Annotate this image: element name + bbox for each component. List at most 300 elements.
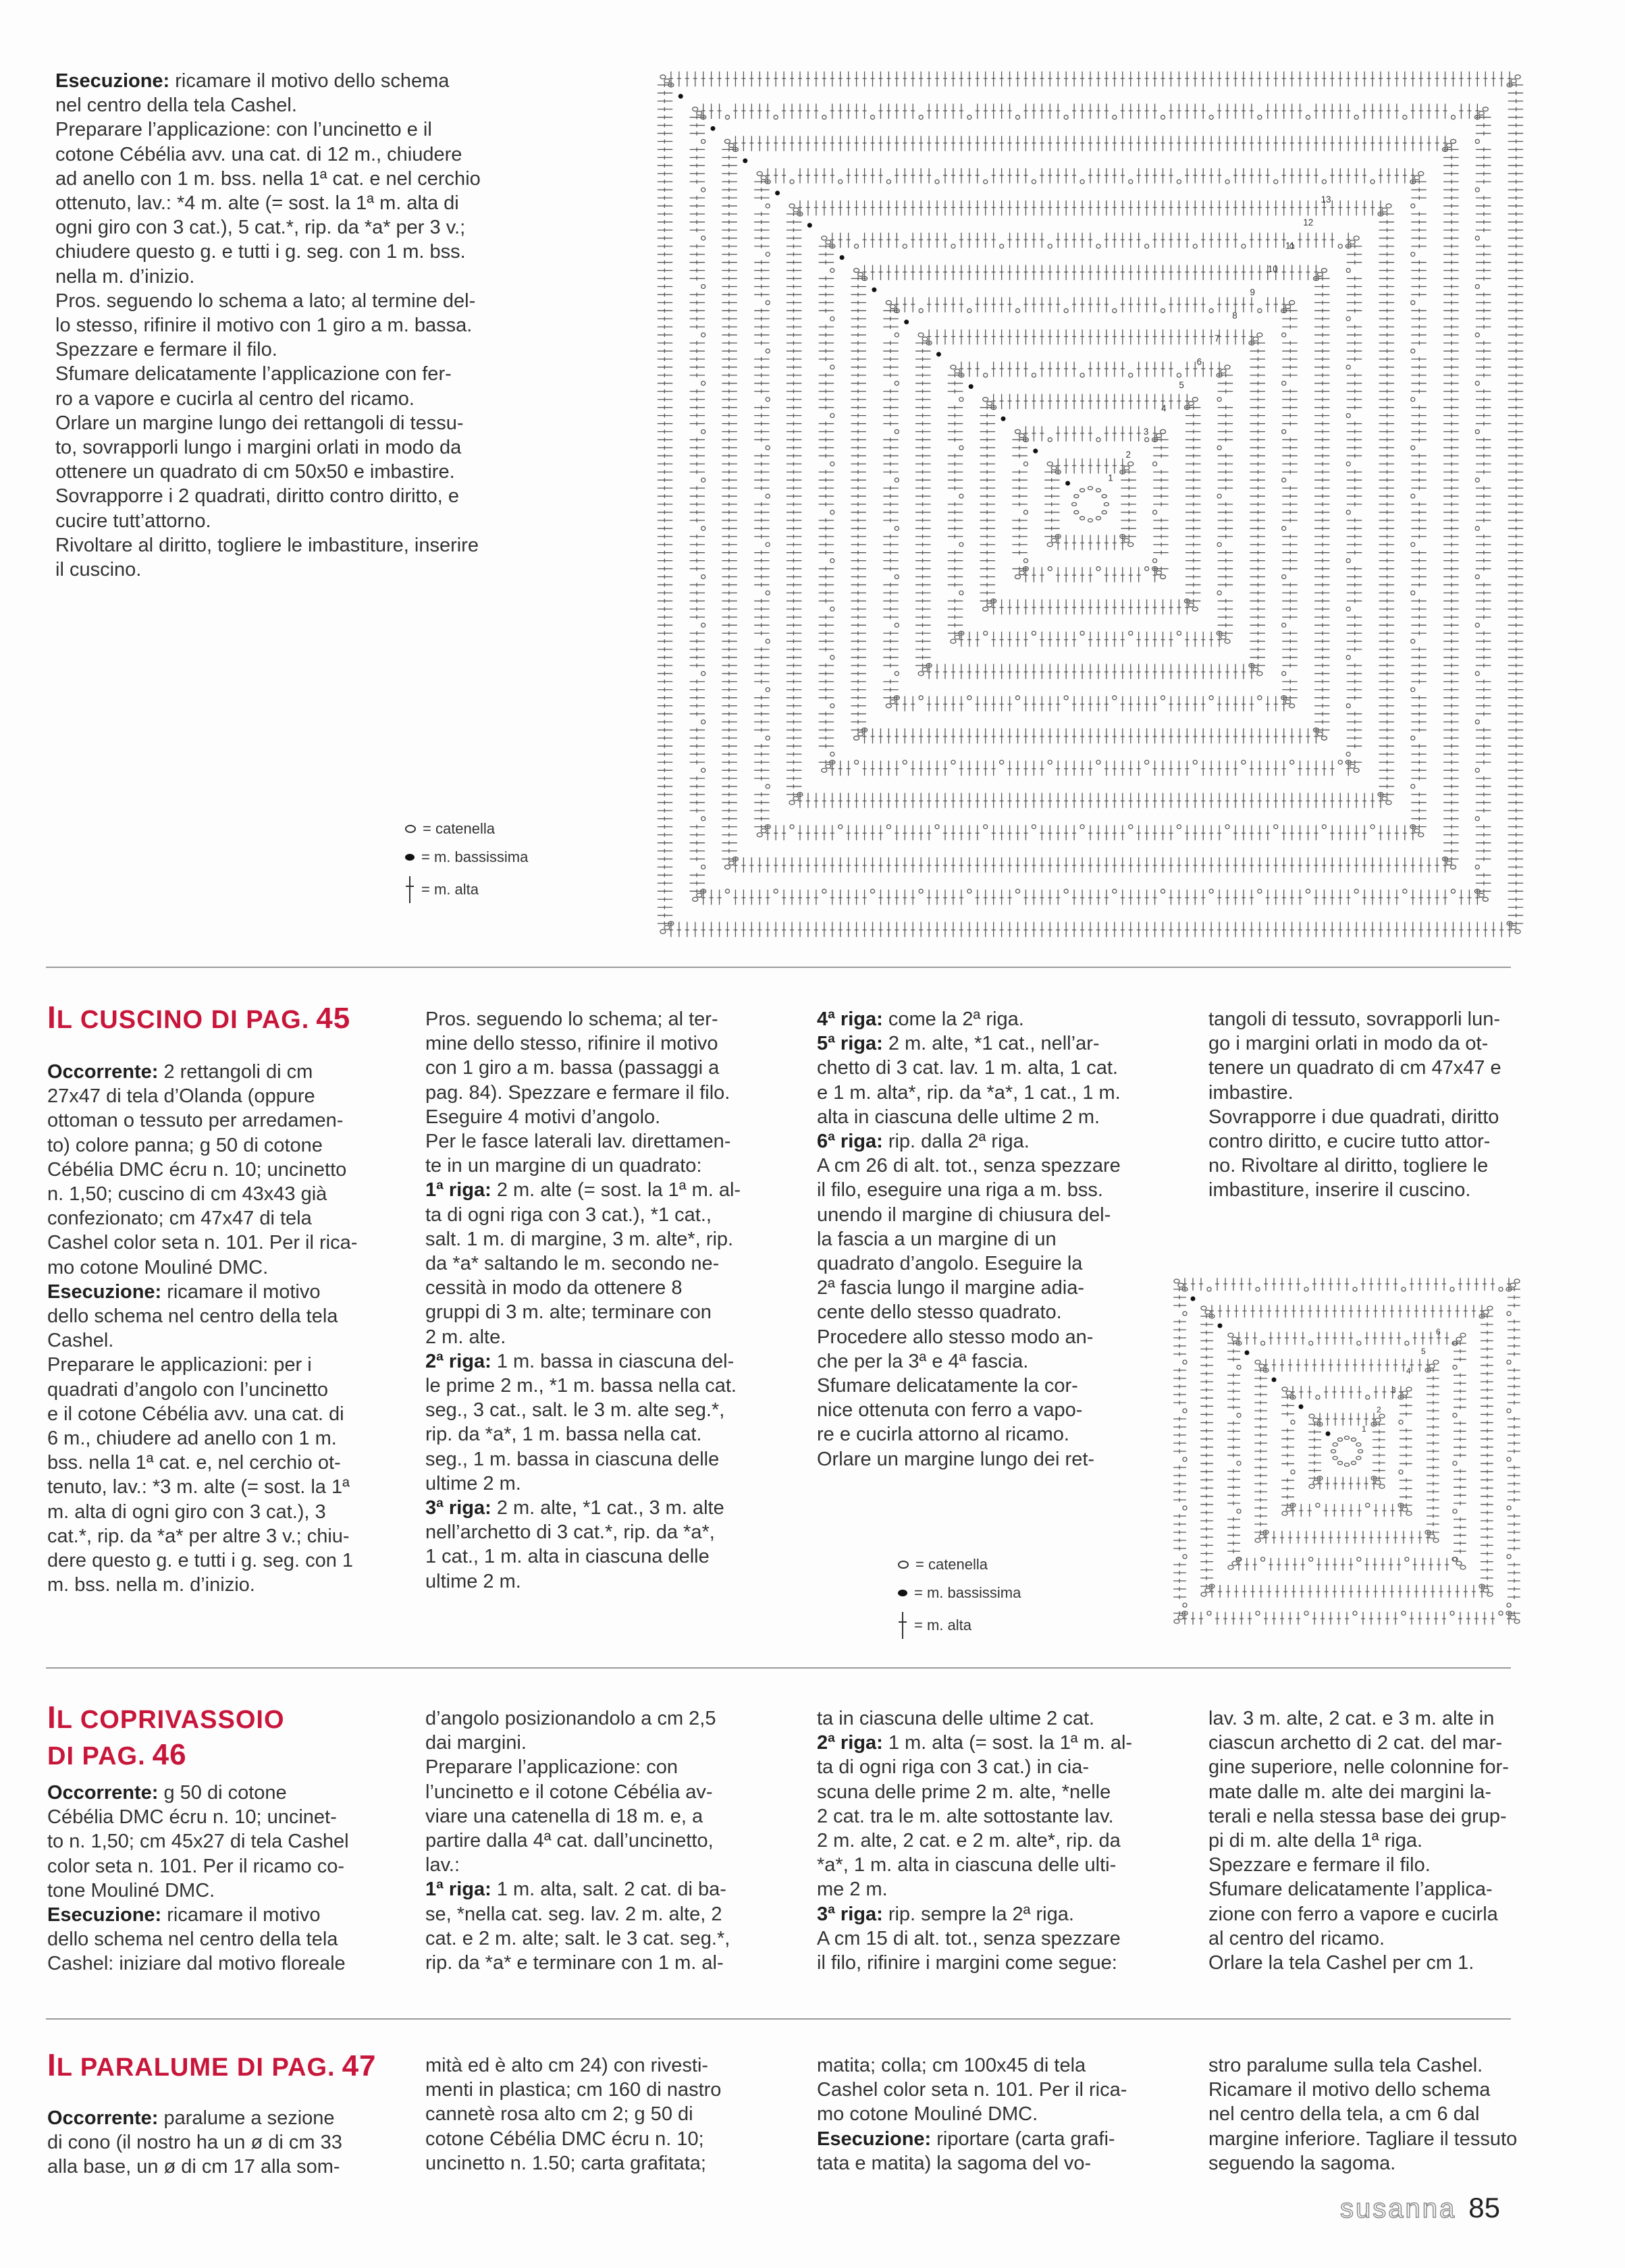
text-line [817,1227,1121,1251]
line-text: di cono (il nostro ha un ø di cm 33 [47,2132,342,2154]
section2-col2 [425,1706,730,1975]
line-text: cat. e 2 m. alte; salt. le 3 cat. seg.*, [425,1927,730,1949]
line-text: alla base, un ø di cm 17 alla som- [47,2156,340,2178]
line-text: ricamare il motivo [161,1904,321,1926]
line-text: che per la 3ª e 4ª fascia. [817,1350,1029,1372]
legend-dc-label: = m. alta [421,881,479,898]
line-text: ciascun archetto di 2 cat. del mar- [1208,1732,1503,1754]
line-text: paralume a sezione [158,2107,335,2129]
legend-chain-label: = catenella [423,820,496,837]
line-text: tata e matita) la sagoma del vo- [817,2152,1092,2174]
page-number: 85 [1468,2192,1500,2223]
section2-col4 [1208,1706,1509,1975]
round-number-label: 12 [1303,217,1314,228]
text-line [817,1056,1121,1080]
text-line [1208,1902,1509,1926]
section2-col3 [817,1706,1132,1975]
text-line [425,1780,730,1804]
line-text: uncinetto n. 1.50; carta grafitata; [425,2152,706,2174]
text-line [47,1781,349,1805]
divider [46,967,1511,968]
bold-lead: 3ª riga: [425,1497,491,1519]
line-text: tangoli di tessuto, sovrapporli lun- [1208,1008,1501,1030]
line-text: Preparare l’applicazione: con l’uncinetto e il [55,119,432,141]
line-text: pag. 84). Spezzare e fermare il filo. [425,1081,730,1104]
line-text: unendo il margine di chiusura del- [817,1204,1111,1226]
text-line [47,1903,349,1927]
line-text: 2 m. alte (= sost. la 1ª m. al- [491,1179,741,1202]
line-text: rip. dalla 2ª riga. [882,1131,1030,1153]
text-line [55,533,481,558]
line-text: 1 m. alta, salt. 2 cat. di ba- [491,1879,726,1901]
text-line [47,1133,357,1158]
line-text: Cashel. [47,1330,114,1352]
text-line [1208,1178,1501,1202]
bold-lead: Occorrente: [47,2107,159,2129]
line-text: to n. 1,50; cm 45x27 di tela Cashel [47,1831,349,1853]
text-line [817,1829,1132,1853]
text-line [425,1520,741,1544]
text-line [47,1426,357,1451]
text-line [47,1951,349,1976]
text-line [817,1300,1121,1324]
slip-stitch-mark [1272,1378,1277,1382]
line-text: Sfumare delicatamente l’applicazione con fer- [55,363,452,385]
chain-symbol-icon [898,1561,909,1569]
legend-slip-label: = m. bassissima [421,848,529,865]
line-text: Spezzare e fermare il filo. [55,339,277,361]
text-line [1208,1706,1509,1731]
round-number-label: 2 [1125,450,1131,460]
text-line [425,2053,721,2078]
line-text: partire dalla 4ª cat. dall’uncinetto, [425,1830,714,1852]
line-text: margine inferiore. Tagliare il tessuto [1208,2128,1518,2150]
text-line [817,1105,1121,1129]
text-line [817,1374,1121,1398]
text-line [47,1206,357,1231]
line-text: 2 m. alte, 2 cat. e 2 m. alte*, rip. da [817,1830,1121,1852]
line-text: ottoman o tessuto per arredamen- [47,1110,344,1132]
line-text: Orlare un margine lungo dei ret- [817,1448,1095,1470]
line-text: rip. sempre la 2ª riga. [882,1903,1074,1925]
text-line [47,1500,357,1524]
line-text: gine superiore, nelle colonnine for- [1208,1756,1509,1779]
text-line [425,2127,721,2151]
line-text: re e cucirla attorno al ricamo. [817,1424,1069,1446]
line-text: ta di ogni riga con 3 cat.), *1 cat., [425,1204,712,1226]
text-line [1208,2151,1517,2176]
bold-lead: Esecuzione: [47,1904,162,1926]
line-text: mo cotone Mouliné DMC. [47,1256,269,1278]
line-text: imbastiture, inserire il cuscino. [1208,1179,1471,1202]
text-line [55,313,481,338]
magazine-brand: susanna [1340,2194,1457,2223]
text-line [47,1378,357,1402]
text-line [1208,1780,1509,1804]
line-text: Per le fasce laterali lav. direttamen- [425,1131,731,1153]
line-text: no. Rivoltare al diritto, togliere le [1208,1155,1489,1177]
line-text: ad anello con 1 m. bss. nella 1ª cat. e nel cerchio [55,167,481,190]
line-text: zione con ferro a vapore e cucirla [1208,1903,1498,1925]
text-line [1208,1105,1501,1129]
text-line [817,1877,1132,1901]
text-line [55,117,481,142]
line-text: cannetè rosa alto cm 2; g 50 di [425,2103,693,2126]
text-line [47,2130,342,2155]
line-text: ottenere un quadrato di cm 50x50 e imbastire. [55,461,455,483]
text-line [817,1251,1121,1276]
line-text: Sovrapporre i due quadrati, diritto [1208,1106,1499,1128]
line-text: Pros. seguendo lo schema a lato; al termine del- [55,290,476,312]
text-line [55,240,481,264]
section1-col1 [47,1060,357,1597]
line-text: to) colore panna; g 50 di cotone [47,1134,323,1156]
legend-large-chart [405,817,554,918]
line-text: rip. da *a* e terminare con 1 m. al- [425,1952,724,1974]
line-text: alta in ciascuna delle ultime 2 m. [817,1106,1100,1128]
round-number-label: 4 [1161,403,1167,414]
slip-stitch-symbol-icon [405,854,415,861]
text-line [1208,1129,1501,1154]
line-text: gruppi di 3 m. alte; terminare con [425,1301,712,1324]
text-line [425,1902,730,1926]
section-title-cuscino: IL CUSCINO DI PAG. 45 [47,1000,351,1035]
line-text: go i margini orlati in modo da ot- [1208,1033,1489,1055]
slip-stitch-mark [969,384,974,389]
line-text: mità ed è alto cm 24) con rivesti- [425,2055,709,2076]
line-text: riportare (carta grafi- [931,2128,1115,2150]
line-text: ottenuto, lav.: *4 m. alte (= sost. la 1ª m. alta di [55,192,459,215]
text-line [47,1108,357,1133]
round-number-label: 6 [1196,356,1202,367]
slip-stitch-symbol-icon [898,1590,907,1596]
text-line [55,167,481,191]
line-text: lav. 3 m. alte, 2 cat. e 3 m. alte in [1208,1708,1495,1729]
text-line [425,1276,741,1300]
round-number-label: 2 [1377,1405,1381,1415]
text-line [817,1780,1132,1804]
text-line [817,2078,1127,2102]
line-text: ta di ogni riga con 3 cat.) in cia- [817,1756,1089,1779]
text-line [55,558,481,582]
legend-dc-row [405,876,479,903]
text-line [817,1007,1121,1031]
text-line [1208,1951,1509,1975]
line-text: 2 m. alte, *1 cat., 3 m. alte [491,1497,724,1519]
text-line [425,1569,741,1594]
legend-dc-row [898,1612,971,1639]
text-line [47,1182,357,1206]
text-line [47,1304,357,1328]
chain-symbol-icon [405,825,416,833]
text-line [1208,1007,1501,1031]
text-line [1208,1731,1509,1755]
line-text: cotone Cébélia avv. una cat. di 12 m., chiudere [55,143,462,165]
text-line [1208,1853,1509,1877]
round-number-label: 10 [1267,264,1278,274]
text-line [55,509,481,533]
bold-lead: 3ª riga: [817,1903,883,1925]
text-line [817,1951,1132,1975]
line-text: cotone Cébélia DMC écru n. 10; [425,2128,704,2150]
divider [46,2018,1511,2020]
text-line [817,1422,1121,1447]
text-line [425,1926,730,1951]
line-text: ogni giro con 3 cat.), 5 cat.*, rip. da *a* per 3 v.; [55,217,466,239]
text-line [55,484,481,508]
line-text: e 1 m. alta*, rip. da *a*, 1 cat., 1 m. [817,1081,1121,1104]
chart-stitches [658,72,1523,937]
text-line [817,1178,1121,1202]
text-line [47,1475,357,1499]
text-line [817,1325,1121,1349]
slip-stitch-mark [775,190,780,195]
text-line [425,1706,730,1731]
line-text: ta in ciascuna delle ultime 2 cat. [817,1708,1095,1729]
line-text: Eseguire 4 motivi d’angolo. [425,1106,661,1128]
round-number-label: 9 [1250,287,1255,298]
text-line [1208,2078,1517,2102]
slip-stitch-mark [1326,1432,1331,1436]
text-line [1208,1081,1501,1105]
text-line [55,460,481,484]
round-number-label: 4 [1406,1366,1411,1376]
text-line [425,1398,741,1422]
text-line [47,1829,349,1854]
intro-text [55,69,481,582]
bold-lead: 4ª riga: [817,1008,883,1030]
slip-stitch-mark [711,126,716,131]
text-line [817,2102,1127,2126]
text-line [55,215,481,240]
section3-col4 [1208,2053,1517,2176]
text-line [1208,1804,1509,1829]
bold-lead: 2ª riga: [425,1350,491,1372]
text-line [425,1081,741,1105]
line-text: salt. 1 m. di margine, 3 m. alte*, rip. [425,1228,734,1250]
line-text: nel centro della tela Cashel. [55,94,297,117]
line-text: mo cotone Mouliné DMC. [817,2103,1038,2126]
line-text: ro a vapore e cucirla al centro del ricamo. [55,387,415,410]
text-line [425,2151,721,2176]
text-line [425,1251,741,1276]
bold-lead: Esecuzione: [817,2128,932,2150]
slip-stitch-mark [1001,416,1006,421]
text-line [817,1203,1121,1227]
line-text: Cashel color seta n. 101. Per il rica- [817,2079,1127,2101]
text-line [425,1325,741,1349]
text-line [47,1353,357,1377]
line-text: lav.: [425,1854,460,1877]
text-line [425,2102,721,2126]
line-text: Preparare l’applicazione: con [425,1756,678,1779]
line-text: cat.*, rip. da *a* per altre 3 v.; chiu- [47,1525,350,1547]
text-line [425,1853,730,1877]
slip-stitch-mark [678,94,683,99]
line-text: A cm 15 di alt. tot., senza spezzare [817,1927,1121,1949]
line-text: le prime 2 m., *1 m. bassa nella cat. [425,1375,737,1397]
legend-chain-row [898,1556,988,1573]
text-line [425,1496,741,1520]
line-text: 2 rettangoli di cm [158,1061,313,1083]
line-text: rip. da *a*, 1 m. bassa nella cat. [425,1424,702,1446]
text-line [425,1056,741,1080]
text-line [47,1927,349,1951]
line-text: scuna delle prime 2 m. alte, *nelle [817,1781,1111,1803]
line-text: terali e nella stessa base dei grup- [1208,1805,1507,1827]
line-text: con 1 giro a m. bassa (passaggi a [425,1057,720,1079]
round-number-label: 11 [1285,240,1295,251]
legend-dc-label: = m. alta [914,1617,971,1634]
line-text: 27x47 di tela d’Olanda (oppure [47,1085,315,1108]
text-line [55,191,481,215]
text-line [425,2078,721,2102]
text-line [55,289,481,313]
line-text: tenuto, lav.: *3 m. alte (= sost. la 1ª [47,1476,350,1498]
line-text: 1 cat., 1 m. alta in ciascuna delle [425,1546,710,1568]
slip-stitch-mark [936,352,941,356]
text-line [425,1374,741,1398]
text-line [817,2127,1127,2151]
text-line [425,1300,741,1324]
text-line [47,1805,349,1829]
line-text: ultime 2 m. [425,1472,521,1494]
round-number-label: 6 [1436,1327,1441,1337]
bold-lead: Esecuzione: [47,1280,162,1303]
line-text: stro paralume sulla tela Cashel. [1208,2055,1483,2076]
bold-lead: Occorrente: [47,1782,159,1804]
legend-slip-row [405,848,528,866]
line-text: il filo, eseguire una riga a m. bss. [817,1179,1103,1202]
text-line [55,142,481,167]
text-line [1208,2053,1517,2078]
double-crochet-symbol-icon [405,876,415,903]
bold-lead: 1ª riga: [425,1879,491,1901]
text-line [55,338,481,362]
double-crochet-symbol-icon [898,1612,907,1639]
line-text: mate dalle m. alte dei margini la- [1208,1781,1492,1803]
text-line [47,1402,357,1426]
round-number-label: 5 [1421,1347,1426,1356]
text-line [817,1731,1132,1755]
text-line [817,1447,1121,1472]
text-line [425,1447,741,1472]
line-text: chiudere questo g. e tutti i g. seg. con 1 m. bss. [55,241,466,263]
slip-stitch-mark [743,159,747,163]
line-text: cucire tutt’attorno. [55,510,211,532]
text-line [47,1879,349,1903]
round-number-label: 8 [1232,310,1237,321]
text-line [425,1731,730,1755]
line-text: ricamare il motivo dello schema [169,70,450,92]
text-line [425,1178,741,1202]
round-number-label: 7 [1214,333,1220,344]
text-line [817,1926,1132,1951]
slip-stitch-mark [872,288,876,292]
text-line [817,1398,1121,1422]
text-line [55,362,481,386]
text-line [55,435,481,460]
round-number-label: 1 [1108,473,1113,483]
line-text: d’angolo posizionandolo a cm 2,5 [425,1708,716,1729]
line-text: Cashel color seta n. 101. Per il rica- [47,1232,358,1254]
bold-lead: 6ª riga: [817,1131,883,1153]
bold-lead: 1ª riga: [425,1179,491,1202]
text-line [1208,1755,1509,1779]
line-text: ricamare il motivo [161,1280,321,1303]
text-line [425,1804,730,1829]
text-line [1208,1926,1509,1951]
line-text: color seta n. 101. Per il ricamo co- [47,1855,345,1877]
line-text: Cashel: iniziare dal motivo floreale [47,1953,346,1975]
line-text: to, sovrapporli lungo i margini orlati in modo da [55,437,462,459]
text-line [47,1231,357,1255]
line-text: m. bss. nella m. d’inizio. [47,1574,255,1596]
text-line [47,1451,357,1475]
text-line [1208,2127,1517,2151]
round-number-label: 13 [1321,194,1331,205]
line-text: confezionato; cm 47x47 di tela [47,1208,312,1230]
text-line [425,1007,741,1031]
text-line [425,1472,741,1496]
line-text: seg., 3 cat., salt. le 3 m. alte seg.*, [425,1399,725,1422]
round-number-label: 3 [1391,1385,1396,1395]
line-text: pi di m. alte della 1ª riga. [1208,1830,1423,1852]
section1-col4 [1208,1007,1501,1203]
line-text: n. 1,50; cuscino di cm 43x43 già [47,1183,327,1206]
slip-stitch-mark [1245,1351,1250,1355]
text-line [47,1084,357,1108]
legend-slip-row [898,1584,1021,1602]
text-line [47,2106,342,2130]
line-text: mine dello stesso, rifinire il motivo [425,1033,718,1055]
slip-stitch-mark [807,223,812,227]
slip-stitch-mark [1033,449,1038,454]
text-line [47,2155,342,2179]
round-number-label: 3 [1143,426,1149,437]
text-line [1208,2102,1517,2126]
text-line [47,1524,357,1548]
line-text: Ricamare il motivo dello schema [1208,2079,1491,2101]
line-text: la fascia a un margine di un [817,1228,1057,1250]
text-line [1208,1154,1501,1178]
section-title-paralume: IL PARALUME DI PAG. 47 [47,2047,377,2082]
text-line [817,1755,1132,1779]
text-line [425,1154,741,1178]
bold-lead: 5ª riga: [817,1033,883,1055]
text-line [817,1853,1132,1877]
line-text: nell’archetto di 3 cat.*, rip. da *a*, [425,1521,715,1544]
text-line [1208,1031,1501,1056]
text-line [47,1328,357,1353]
round-number-label: 5 [1179,380,1184,390]
line-text: *a*, 1 m. alta in ciascuna delle ulti- [817,1854,1117,1877]
line-text: nel centro della tela, a cm 6 dal [1208,2103,1480,2126]
page-footer [1340,2192,1500,2224]
line-text: matita; colla; cm 100x45 di tela [817,2055,1086,2076]
line-text: imbastire. [1208,1081,1294,1104]
text-line [817,1129,1121,1154]
line-text: te in un margine di un quadrato: [425,1155,702,1177]
text-line [55,265,481,289]
line-text: il filo, rifinire i margini come segue: [817,1952,1117,1974]
slip-stitch-mark [1191,1297,1196,1301]
line-text: tone Mouliné DMC. [47,1879,215,1901]
line-text: Sfumare delicatamente l’applica- [1208,1879,1493,1901]
section1-col3 [817,1007,1121,1472]
text-line [425,1829,730,1853]
line-text: come la 2ª riga. [882,1008,1024,1030]
